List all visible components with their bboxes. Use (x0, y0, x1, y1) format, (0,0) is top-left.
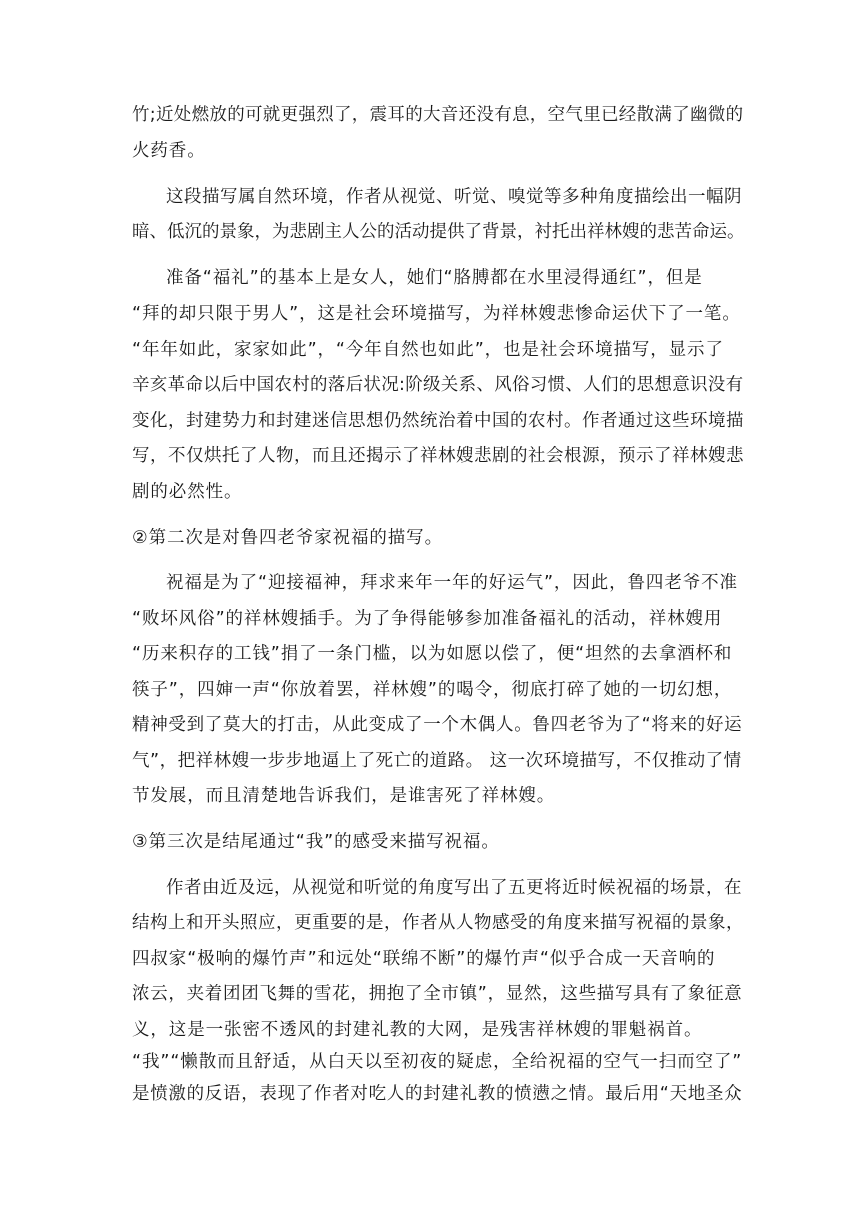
text-line: 气”，把祥林嫂一步步地逼上了死亡的道路。 这一次环境描写，不仅推动了情 (132, 751, 742, 771)
text-line: 结构上和开头照应，更重要的是，作者从人物感受的角度来描写祝福的景象， (132, 913, 744, 933)
text-line: “我”“懒散而且舒适，从白天以至初夜的疑虑，全给祝福的空气一扫而空了” (132, 1052, 743, 1072)
text-line: 义，这是一张密不透风的封建礼教的大网，是残害祥林嫂的罪魁祸首。 (132, 1020, 703, 1040)
text-line: 剧的必然性。 (132, 482, 243, 502)
text-line: 变化，封建势力和封建迷信思想仍然统治着中国的农村。作者通过这些环境描 (132, 411, 744, 431)
section-heading: ②第二次是对鲁四老爷家祝福的描写。 (132, 528, 443, 548)
text-line: 节发展，而且清楚地告诉我们，是谁害死了祥林嫂。 (132, 786, 556, 806)
text-line: 浓云，夹着团团飞舞的雪花，拥抱了全市镇”，显然，这些描写具有了象征意 (132, 984, 743, 1004)
text-line: 祝福是为了“迎接福神，拜求来年一年的好运气”，因此，鲁四老爷不准 (166, 573, 738, 593)
text-line: 是愤激的反语，表现了作者对吃人的封建礼教的愤懑之情。最后用“天地圣众 (132, 1084, 743, 1104)
text-line: 火药香。 (132, 141, 206, 161)
text-line: 写，不仅烘托了人物，而且还揭示了祥林嫂悲剧的社会根源，预示了祥林嫂悲 (132, 446, 744, 466)
text-line: “败坏风俗”的祥林嫂插手。为了争得能够参加准备福礼的活动，祥林嫂用 (132, 609, 723, 629)
text-line: 四叔家“极响的爆竹声”和远处“联绵不断”的爆竹声“似乎合成一天音响的 (132, 949, 716, 969)
text-line: “历来积存的工钱”捐了一条门槛，以为如愿以偿了，便“坦然的去拿酒杯和 (132, 644, 733, 664)
text-line: 筷子”，四婶一声“你放着罢，祥林嫂”的喝令，彻底打碎了她的一切幻想， (132, 680, 733, 700)
text-line: 竹;近处燃放的可就更强烈了，震耳的大音还没有息，空气里已经散满了幽微的 (132, 105, 744, 125)
text-line: 精神受到了莫大的打击，从此变成了一个木偶人。鲁四老爷为了“将来的好运 (132, 715, 743, 735)
text-line: 暗、低沉的景象，为悲剧主人公的活动提供了背景，衬托出祥林嫂的悲苦命运。 (132, 222, 745, 242)
text-line: 辛亥革命以后中国农村的落后状况:阶级关系、风俗习惯、人们的思想意识没有 (132, 375, 744, 395)
text-line: 作者由近及远，从视觉和听觉的角度写出了五更将近时候祝福的场景，在 (166, 878, 742, 898)
section-heading: ③第三次是结尾通过“我”的感受来描写祝福。 (132, 832, 500, 852)
text-line: 这段描写属自然环境，作者从视觉、听觉、嗅觉等多种角度描绘出一幅阴 (166, 187, 742, 207)
text-line: 准备“福礼”的基本上是女人，她们“胳膊都在水里浸得通红”，但是 (166, 268, 703, 288)
text-line: “年年如此，家家如此”，“今年自然也如此”，也是社会环境描写，显示了 (132, 340, 724, 360)
text-line: “拜的却只限于男人”，这是社会环境描写，为祥林嫂悲惨命运伏下了一笔。 (132, 304, 741, 324)
